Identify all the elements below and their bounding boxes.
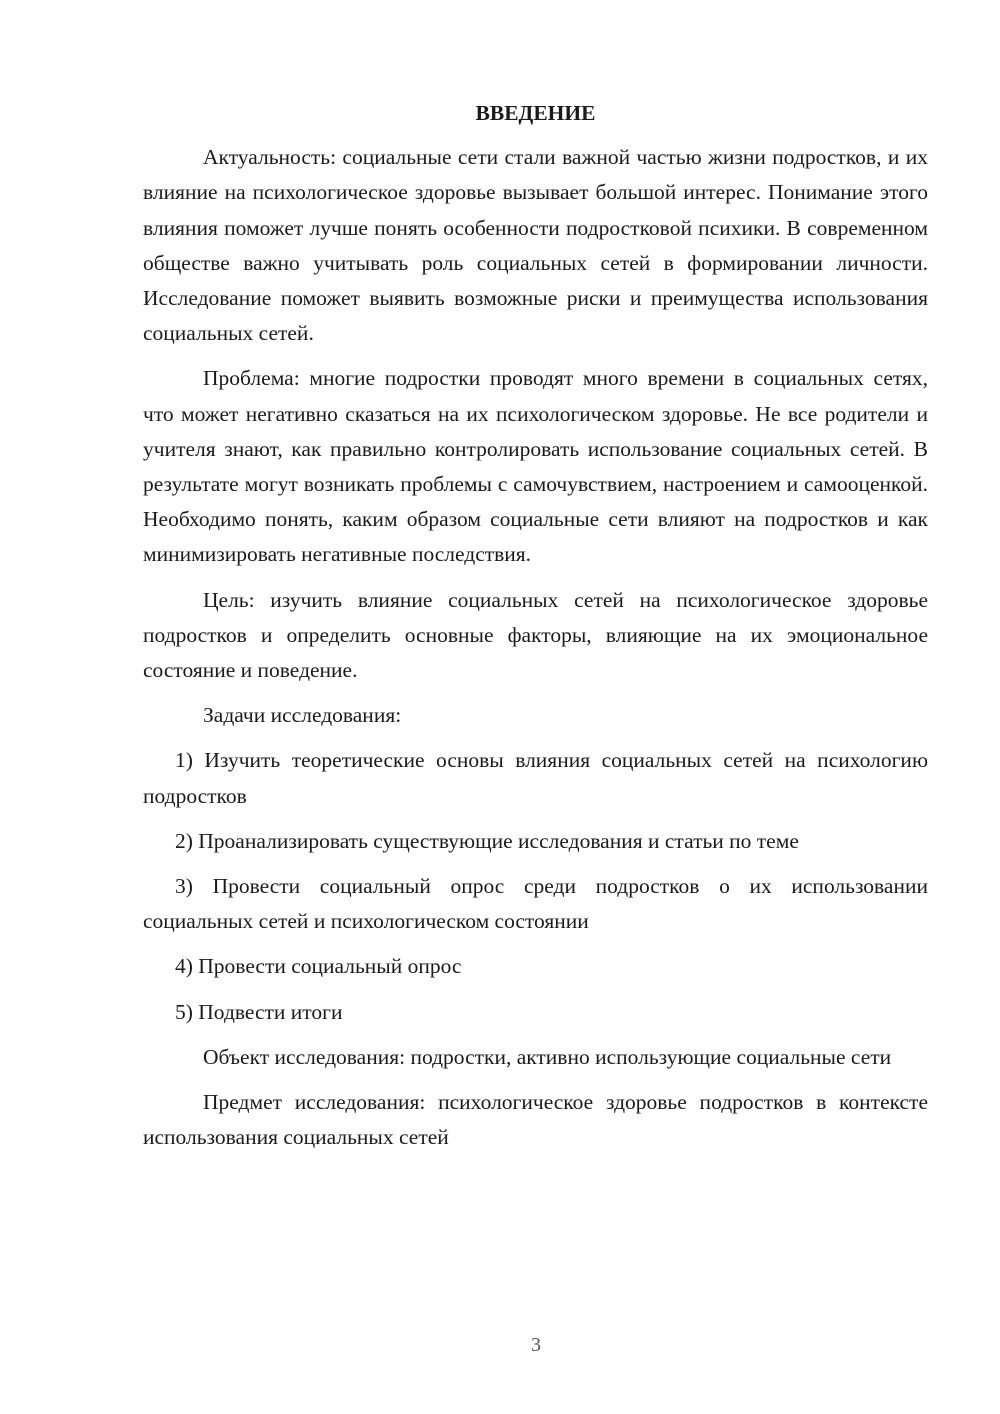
list-item: 1) Изучить теоретические основы влияния социальных сетей на психологию подростков bbox=[143, 748, 928, 808]
document-body bbox=[143, 96, 928, 1165]
list-item: 3) Провести социальный опрос среди подростков о их использовании социальных сетей и психологическом состоянии bbox=[143, 874, 928, 934]
paragraph-subject: Предмет исследования: психологическое здоровье подростков в контексте использования социальных сетей bbox=[143, 1090, 928, 1150]
list-item: 4) Провести социальный опрос bbox=[175, 954, 462, 979]
tasks-list bbox=[143, 743, 928, 1029]
paragraph-relevance: Актуальность: социальные сети стали важной частью жизни подростков, и их влияние на психологическое здоровье вызывает большой интерес. Понимание этого влияния поможет лучше понять особенности подростковой психики. В современном обществе важно учитывать роль социальных сетей в формировании личности. Исследование поможет выявить возможные риски и преимущества использования социальных сетей. bbox=[143, 145, 928, 346]
page-title: ВВЕДЕНИЕ bbox=[475, 101, 596, 125]
list-item: 5) Подвести итоги bbox=[175, 999, 343, 1024]
paragraph-object: Объект исследования: подростки, активно использующие социальные сети bbox=[203, 1044, 892, 1069]
paragraph-goal: Цель: изучить влияние социальных сетей на психологическое здоровье подростков и определить основные факторы, влияющие на их эмоциональное состояние и поведение. bbox=[143, 587, 928, 683]
list-item: 2) Проанализировать существующие исследования и статьи по теме bbox=[175, 828, 799, 853]
page-number: 3 bbox=[531, 1334, 541, 1356]
paragraph-problem: Проблема: многие подростки проводят много времени в социальных сетях, что может негативно сказаться на их психологическом здоровье. Не все родители и учителя знают, как правильно контролировать использование социальных сетей. В результате могут возникать проблемы с самочувствием, настроением и самооценкой. Необходимо понять, каким образом социальные сети влияют на подростков и как минимизировать негативные последствия. bbox=[143, 366, 928, 567]
tasks-heading: Задачи исследования: bbox=[203, 703, 402, 728]
